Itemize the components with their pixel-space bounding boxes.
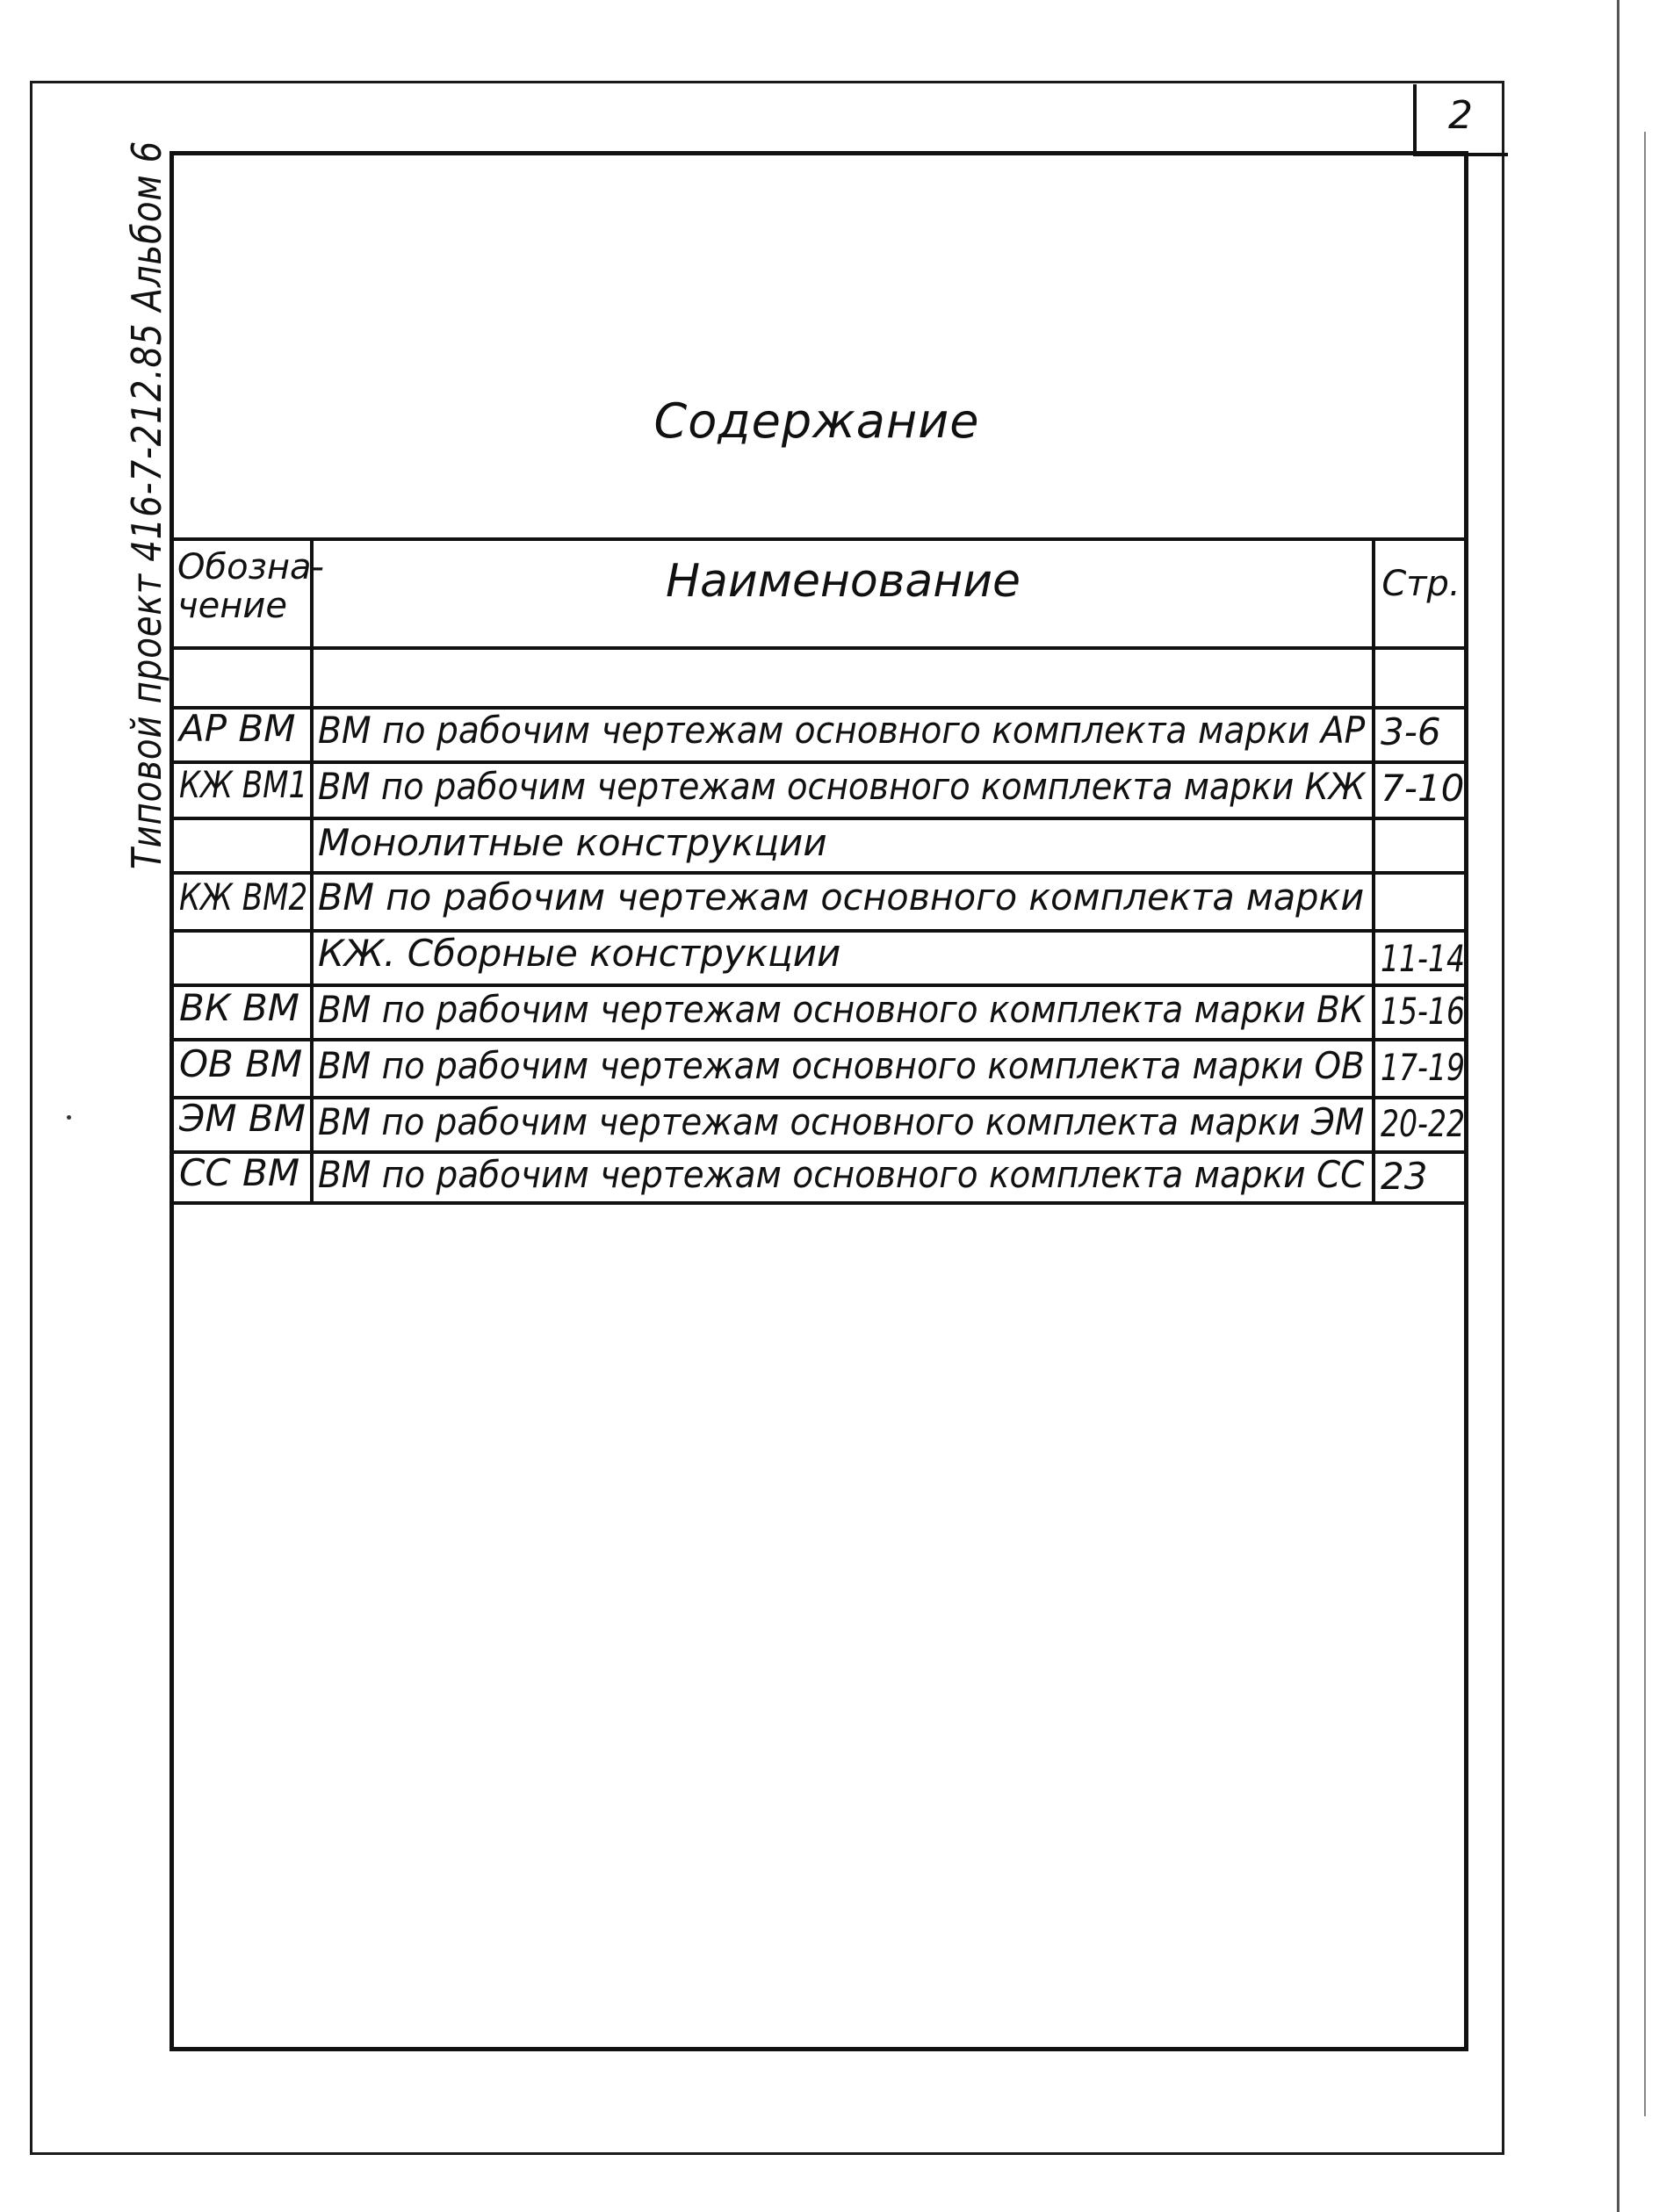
row-page: 3-6	[1381, 710, 1441, 753]
table-column-rule	[310, 537, 314, 1201]
row-name: ВМ по рабочим чертежам основного комплекта марки КЖ	[318, 765, 1366, 808]
row-code: ВК ВМ	[179, 986, 300, 1029]
table-rule	[170, 537, 1468, 541]
header-code	[177, 548, 324, 625]
row-code: СС ВМ	[179, 1151, 300, 1194]
table-rule	[170, 1201, 1468, 1205]
table-rule	[170, 1096, 1468, 1099]
row-page: 7-10	[1381, 767, 1465, 810]
document-title: Содержание	[653, 393, 980, 449]
table-rule	[170, 817, 1468, 820]
row-name: Монолитные конструкции	[318, 821, 827, 864]
row-code: АР ВМ	[179, 707, 296, 750]
sheet-edge-line	[1644, 132, 1646, 2116]
row-page: 23	[1381, 1155, 1428, 1198]
side-title: Типовой проект 416-7-212.85 Альбом 6	[123, 140, 170, 869]
row-page: 15-16	[1381, 990, 1466, 1033]
header-code-line: чение	[177, 586, 287, 626]
row-name: ВМ по рабочим чертежам основного комплекта марки СС	[318, 1153, 1365, 1196]
header-page: Стр.	[1381, 564, 1461, 604]
row-name: ВМ по рабочим чертежам основного комплекта марки ОВ	[318, 1044, 1365, 1087]
row-code: ОВ ВМ	[179, 1042, 303, 1085]
table-rule	[170, 646, 1468, 650]
row-page: 17-19	[1381, 1046, 1466, 1089]
table-rule	[170, 984, 1468, 987]
row-name: ВМ по рабочим чертежам основного комплекта марки АР	[318, 709, 1366, 752]
header-code-line: Обозна-	[177, 547, 324, 587]
row-page: 11-14	[1381, 937, 1466, 980]
table-rule	[170, 1038, 1468, 1041]
table-rule	[170, 760, 1468, 764]
row-name: ВМ по рабочим чертежам основного комплекта марки ВК	[318, 988, 1365, 1031]
row-name: КЖ. Сборные конструкции	[318, 932, 841, 975]
row-name: ВМ по рабочим чертежам основного комплекта марки ЭМ	[318, 1100, 1365, 1143]
row-code: ЭМ ВМ	[179, 1097, 306, 1140]
table-rule	[170, 871, 1468, 875]
row-page: 20-22	[1381, 1102, 1466, 1145]
row-code: КЖ ВМ1	[179, 763, 308, 806]
table-column-rule	[1372, 537, 1375, 1201]
header-name: Наименование	[665, 555, 1021, 608]
row-code: КЖ ВМ2	[179, 875, 308, 919]
row-name: ВМ по рабочим чертежам основного комплекта марки	[318, 875, 1365, 919]
page-number: 2	[1448, 93, 1473, 138]
sheet-edge-line	[1617, 0, 1619, 2212]
